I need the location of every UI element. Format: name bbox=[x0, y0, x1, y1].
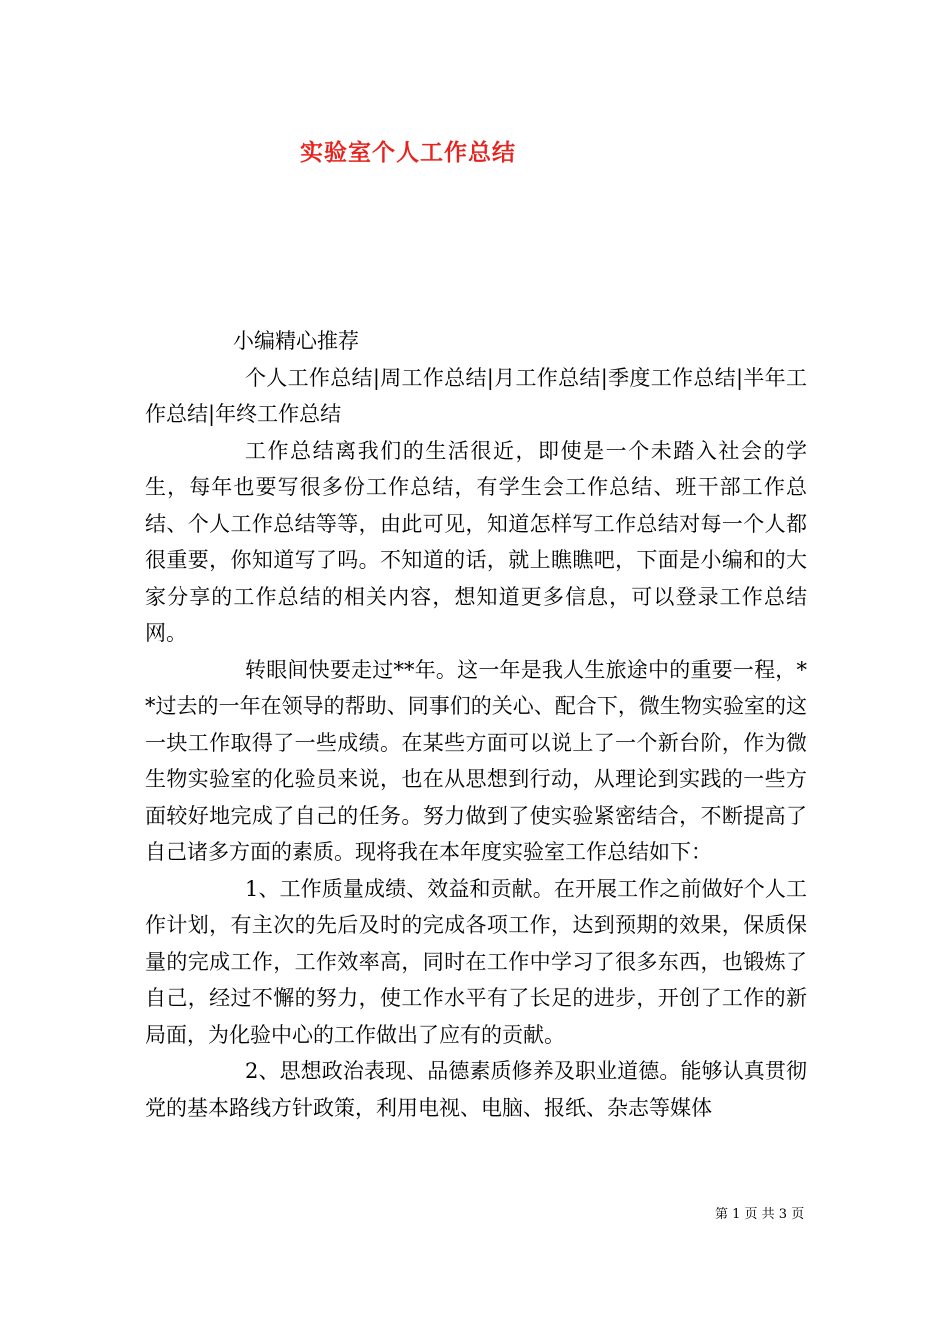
document-body bbox=[145, 323, 807, 1126]
related-links-paragraph: 个人工作总结|周工作总结|月工作总结|季度工作总结|半年工作总结|年终工作总结 bbox=[145, 365, 807, 426]
work-quality-paragraph: 1、工作质量成绩、效益和贡献。在开展工作之前做好个人工作计划，有主次的先后及时的完成各项工作，达到预期的效果，保质保量的完成工作，工作效率高，同时在工作中学习了很多东西，也锻炼了自己，经过不懈的努力，使工作水平有了长足的进步，开创了工作的新局面，为化验中心的工作做出了应有的贡献。 bbox=[145, 876, 807, 1047]
intro-paragraph: 工作总结离我们的生活很近，即使是一个未踏入社会的学生，每年也要写很多份工作总结，有学生会工作总结、班干部工作总结、个人工作总结等等，由此可见，知道怎样写工作总结对每一个人都很重要，你知道写了吗。不知道的话，就上瞧瞧吧，下面是小编和的大家分享的工作总结的相关内容，想知道更多信息，可以登录工作总结网。 bbox=[145, 438, 807, 645]
recommend-line: 小编精心推荐 bbox=[233, 329, 359, 353]
document-title: 实验室个人工作总结 bbox=[300, 139, 516, 166]
summary-paragraph: 转眼间快要走过**年。这一年是我人生旅途中的重要一程，**过去的一年在领导的帮助、同事们的关心、配合下，微生物实验室的这一块工作取得了一些成绩。在某些方面可以说上了一个新台阶，作为微生物实验室的化验员来说，也在从思想到行动，从理论到实践的一些方面较好地完成了自己的任务。努力做到了使实验紧密结合，不断提高了自己诸多方面的素质。现将我在本年度实验室工作总结如下： bbox=[145, 657, 807, 864]
ideology-paragraph: 2、思想政治表现、品德素质修养及职业道德。能够认真贯彻党的基本路线方针政策，利用电视、电脑、报纸、杂志等媒体 bbox=[145, 1059, 807, 1120]
page-number: 第 1 页 共 3 页 bbox=[715, 1207, 805, 1222]
